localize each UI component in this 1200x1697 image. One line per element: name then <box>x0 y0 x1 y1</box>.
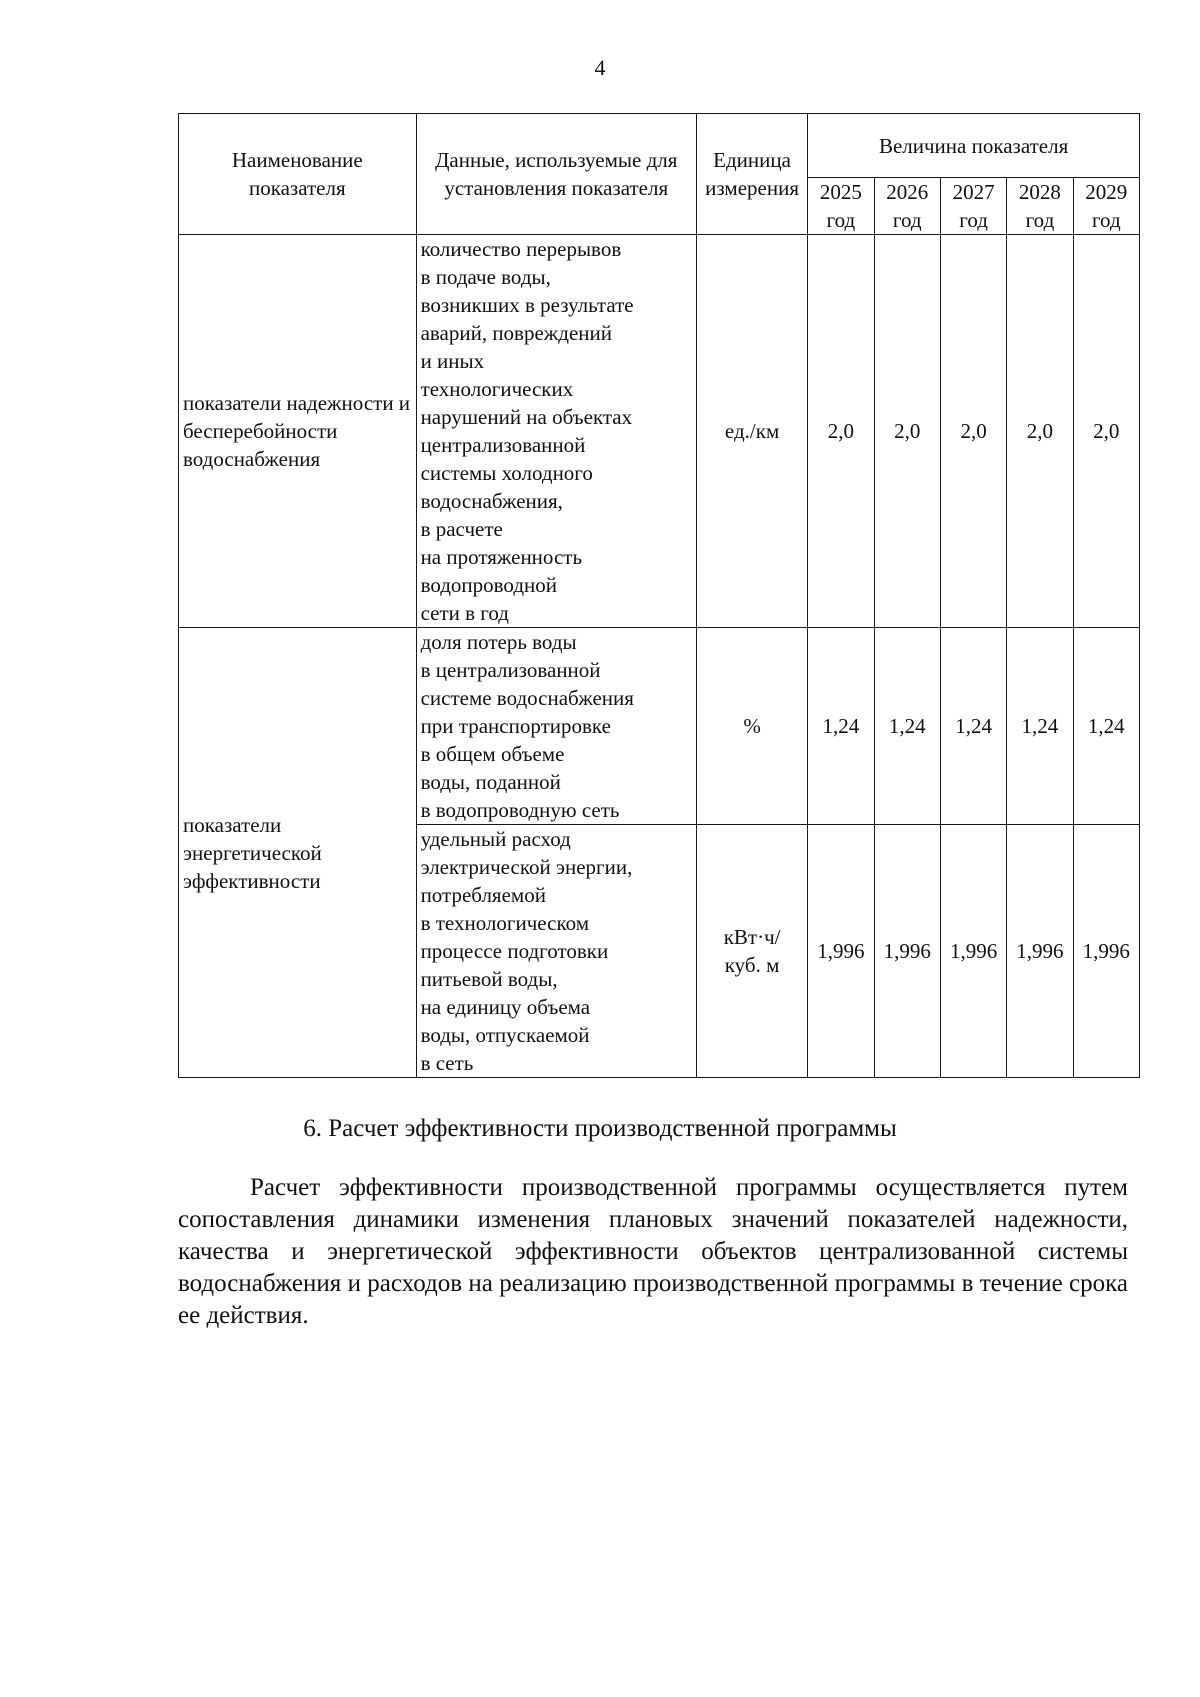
header-year: 2028 год <box>1007 178 1073 235</box>
unit: ед./км <box>696 235 807 628</box>
source-data: удельный расход электрической энергии, потребляемой в технологическом процессе подготовки питьевой воды, на единицу объема воды, отпускаемой в сеть <box>416 825 696 1078</box>
header-year: 2029 год <box>1073 178 1139 235</box>
source-data: доля потерь воды в централизованной системе водоснабжения при транспортировке в общем объеме воды, поданной в водопроводную сеть <box>416 628 696 825</box>
indicators-table <box>178 113 1140 1078</box>
header-indicator-name: Наименование показателя <box>179 114 417 235</box>
unit: % <box>696 628 807 825</box>
table-row <box>179 628 1140 825</box>
value-cell: 2,0 <box>808 235 874 628</box>
section-paragraph: Расчет эффективности производственной программы осуществляется путем сопоставления динамики изменения плановых значений показателей надежности, качества и энергетической эффективности объектов централизованной системы водоснабжения и расходов на реализацию производственной программы в течение срока ее действия. <box>178 1174 1128 1329</box>
header-year: 2025 год <box>808 178 874 235</box>
indicator-name: показатели надежности и бесперебойности водоснабжения <box>179 235 417 628</box>
value-cell: 2,0 <box>1007 235 1073 628</box>
value-cell: 1,996 <box>1007 825 1073 1078</box>
value-cell: 1,24 <box>1073 628 1139 825</box>
value-cell: 2,0 <box>940 235 1006 628</box>
indicator-name: показатели энергетической эффективности <box>179 628 417 1078</box>
source-data: количество перерывов в подаче воды, возникших в результате аварий, повреждений и иных технологических нарушений на объектах централизованной системы холодного водоснабжения, в расчете на протяженность водопроводной сети в год <box>416 235 696 628</box>
page-number: 4 <box>594 55 606 80</box>
table-row <box>179 235 1140 628</box>
section-heading: 6. Расчет эффективности производственной программы <box>303 1115 897 1142</box>
value-cell: 1,996 <box>874 825 940 1078</box>
value-cell: 1,24 <box>874 628 940 825</box>
value-cell: 1,24 <box>808 628 874 825</box>
value-cell: 1,24 <box>1007 628 1073 825</box>
header-source-data: Данные, используемые для установления показателя <box>416 114 696 235</box>
value-cell: 2,0 <box>1073 235 1139 628</box>
header-value-group: Величина показателя <box>808 114 1140 178</box>
value-cell: 1,996 <box>940 825 1006 1078</box>
value-cell: 1,996 <box>1073 825 1139 1078</box>
value-cell: 2,0 <box>874 235 940 628</box>
value-cell: 1,996 <box>808 825 874 1078</box>
unit: кВт·ч/ куб. м <box>696 825 807 1078</box>
header-year: 2027 год <box>940 178 1006 235</box>
value-cell: 1,24 <box>940 628 1006 825</box>
header-unit: Единица измерения <box>696 114 807 235</box>
header-year: 2026 год <box>874 178 940 235</box>
